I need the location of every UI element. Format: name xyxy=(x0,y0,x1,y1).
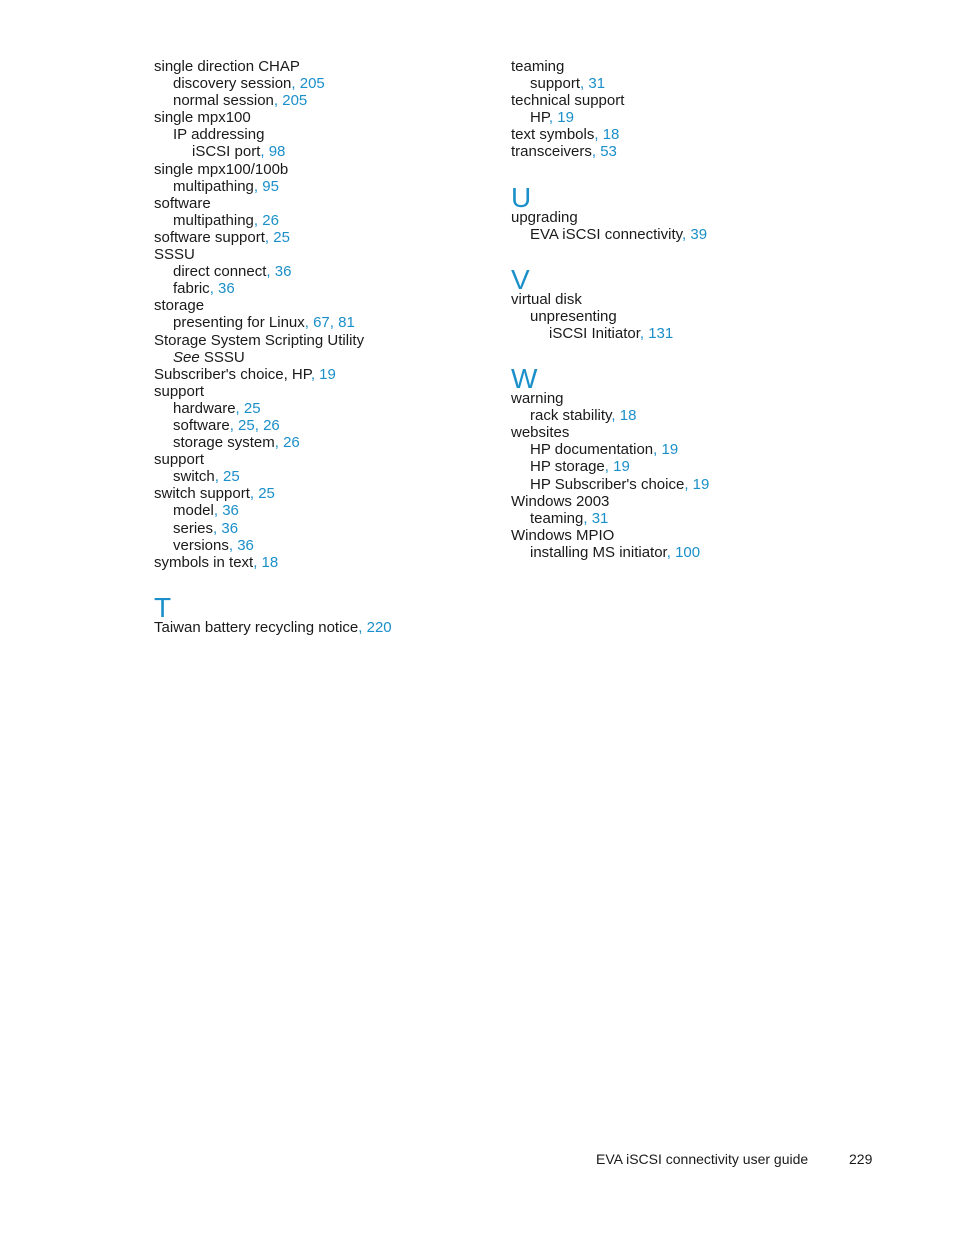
index-entry xyxy=(511,527,841,544)
index-term: Storage System Scripting Utility xyxy=(154,331,365,349)
index-term: switch xyxy=(173,468,215,486)
index-term: IP addressing xyxy=(173,126,265,144)
index-entry xyxy=(154,109,484,126)
page-reference-link[interactable]: 36 xyxy=(237,536,254,554)
index-section-letter: T xyxy=(154,591,172,623)
footer-title: EVA iSCSI connectivity user guide xyxy=(596,1151,809,1167)
index-term: teaming xyxy=(511,58,565,75)
page-reference-link[interactable]: 19 xyxy=(557,109,574,127)
index-section-letter: W xyxy=(511,363,538,395)
page-reference-link[interactable]: 25 xyxy=(258,485,275,503)
page-reference-link[interactable]: 31 xyxy=(591,509,609,527)
page-reference-link[interactable]: 36 xyxy=(222,502,239,520)
index-entry: text symbols, 18 xyxy=(511,126,620,144)
index-term: support xyxy=(154,451,205,469)
index-entry: discovery session, 205 xyxy=(173,75,325,93)
index-term: iSCSI port xyxy=(192,143,261,161)
index-entry xyxy=(154,297,484,314)
index-entry xyxy=(154,451,484,468)
index-entry: iSCSI Initiator, 131 xyxy=(549,324,674,342)
index-entry: multipathing, 26 xyxy=(173,211,279,229)
index-section-letter: U xyxy=(511,181,532,213)
page-reference-link[interactable]: 131 xyxy=(648,324,674,342)
index-entry: iSCSI port, 98 xyxy=(192,143,286,161)
index-term: HP documentation xyxy=(530,441,654,459)
index-entry xyxy=(511,291,841,308)
index-entry xyxy=(511,424,841,441)
page-reference-link[interactable]: 53 xyxy=(600,143,617,161)
index-entry: Subscriber's choice, HP, 19 xyxy=(154,365,336,383)
index-entry: HP Subscriber's choice, 19 xyxy=(530,475,710,493)
page-reference-link[interactable]: 19 xyxy=(692,475,710,493)
index-entry: switch, 25 xyxy=(173,468,240,486)
page-reference-link[interactable]: 31 xyxy=(588,75,606,93)
page-reference-link[interactable]: 205 xyxy=(282,92,308,110)
index-term: technical support xyxy=(511,92,625,110)
index-entry xyxy=(154,126,484,143)
index-term: symbols in text xyxy=(154,553,254,571)
index-term: single mpx100/100b xyxy=(154,160,289,178)
index-entry: model, 36 xyxy=(173,502,239,520)
index-entry xyxy=(154,58,484,75)
index-entry xyxy=(154,161,484,178)
index-term: model xyxy=(173,502,214,520)
index-term: warning xyxy=(511,390,564,408)
index-term: installing MS initiator xyxy=(530,543,667,561)
index-entry: support, 31 xyxy=(530,75,606,93)
index-entry xyxy=(154,195,484,212)
page-reference-link[interactable]: 18 xyxy=(261,553,279,571)
index-entry: multipathing, 95 xyxy=(173,177,279,195)
index-term: switch support xyxy=(154,485,250,503)
index-term: Subscriber's choice, HP xyxy=(154,365,311,383)
index-entry xyxy=(511,209,841,226)
page-reference-link[interactable]: 19 xyxy=(319,365,336,383)
index-term: software xyxy=(154,194,211,212)
index-term: hardware xyxy=(173,399,236,417)
index-entry: HP documentation, 19 xyxy=(530,441,679,459)
index-entry: fabric, 36 xyxy=(173,280,235,298)
page-reference-link[interactable]: 81 xyxy=(338,314,355,332)
page-reference-link[interactable]: 67 xyxy=(313,314,330,332)
page-reference-link[interactable]: 39 xyxy=(690,225,708,243)
index-entry xyxy=(154,332,484,349)
page-reference-link[interactable]: 100 xyxy=(675,543,701,561)
index-term: storage xyxy=(154,297,205,315)
index-entry: versions, 36 xyxy=(173,536,254,554)
page-reference-link[interactable]: 25 xyxy=(273,228,290,246)
index-term: websites xyxy=(511,424,570,442)
index-term: support xyxy=(154,382,205,400)
index-entry: transceivers, 53 xyxy=(511,143,617,161)
page-reference-link[interactable]: 95 xyxy=(262,177,279,195)
index-entry xyxy=(511,390,841,407)
page-reference-link[interactable]: 36 xyxy=(218,280,235,298)
index-entry xyxy=(154,349,484,366)
index-entry: series, 36 xyxy=(173,519,239,537)
index-term: rack stability xyxy=(530,407,612,425)
page-reference-link[interactable]: 25 xyxy=(223,468,240,486)
index-section-letter: V xyxy=(511,263,530,295)
page-reference-link[interactable]: 26 xyxy=(262,211,279,229)
index-entry: HP, 19 xyxy=(530,109,574,127)
index-entry: direct connect, 36 xyxy=(173,263,292,281)
index-term: Windows MPIO xyxy=(511,526,615,544)
index-entry xyxy=(511,58,841,75)
index-entry: software support, 25 xyxy=(154,228,290,246)
index-term: software support xyxy=(154,228,265,246)
index-term: versions xyxy=(173,536,229,554)
index-term: HP Subscriber's choice xyxy=(530,475,685,493)
index-term: Windows 2003 xyxy=(511,492,610,510)
index-term: software xyxy=(173,416,230,434)
index-entry: EVA iSCSI connectivity, 39 xyxy=(530,225,708,243)
index-entry: storage system, 26 xyxy=(173,434,300,452)
index-entry xyxy=(511,308,841,325)
index-term: virtual disk xyxy=(511,290,582,308)
index-entry: switch support, 25 xyxy=(154,485,275,503)
index-entry: rack stability, 18 xyxy=(530,407,637,425)
index-term: support xyxy=(530,75,581,93)
index-term: single mpx100 xyxy=(154,109,251,127)
page-reference-link[interactable]: 19 xyxy=(661,441,679,459)
index-entry: hardware, 25 xyxy=(173,399,261,417)
index-term: series xyxy=(173,519,214,537)
page-reference-link[interactable]: 36 xyxy=(274,263,292,281)
index-term: SSSU xyxy=(154,246,195,264)
index-entry: teaming, 31 xyxy=(530,509,609,527)
page-reference-link[interactable]: 26 xyxy=(283,434,300,452)
index-term: teaming xyxy=(530,509,584,527)
index-column-right xyxy=(511,58,841,561)
index-term: fabric xyxy=(173,280,210,298)
index-term: transceivers xyxy=(511,143,592,161)
index-entry: software, 25, 26 xyxy=(173,416,280,434)
index-term: unpresenting xyxy=(530,307,617,325)
page-reference-link[interactable]: 98 xyxy=(268,143,286,161)
index-entry: presenting for Linux, 67, 81 xyxy=(173,314,355,332)
index-entry xyxy=(154,246,484,263)
index-term: iSCSI Initiator xyxy=(549,324,640,342)
index-entry xyxy=(154,383,484,400)
page-reference-link[interactable]: 18 xyxy=(602,126,620,144)
index-term: EVA iSCSI connectivity xyxy=(530,225,683,243)
index-entry xyxy=(511,493,841,510)
index-term: HP xyxy=(530,109,549,127)
index-term: SSSU xyxy=(203,348,245,366)
index-entry: installing MS initiator, 100 xyxy=(530,543,701,561)
index-term: multipathing xyxy=(173,211,254,229)
index-entry: HP storage, 19 xyxy=(530,458,630,476)
index-term: storage system xyxy=(173,434,275,452)
index-term: normal session xyxy=(173,92,274,110)
index-entry: Taiwan battery recycling notice, 220 xyxy=(154,618,392,636)
page-reference-link[interactable]: 36 xyxy=(221,519,239,537)
footer-page-number: 229 xyxy=(849,1151,873,1167)
page-reference-link[interactable]: 220 xyxy=(366,618,392,636)
page-reference-link[interactable]: 18 xyxy=(619,407,637,425)
page-reference-link[interactable]: 19 xyxy=(613,458,630,476)
see-reference-label: See xyxy=(173,348,200,366)
index-term: presenting for Linux xyxy=(173,314,305,332)
index-term: HP storage xyxy=(530,458,605,476)
index-term: Taiwan battery recycling notice xyxy=(154,618,359,636)
index-term: upgrading xyxy=(511,208,578,226)
page-reference-link[interactable]: 25 xyxy=(243,399,261,417)
index-entry xyxy=(511,92,841,109)
page-reference-link[interactable]: 25 xyxy=(238,416,255,434)
index-term: single direction CHAP xyxy=(154,58,300,75)
index-term: text symbols xyxy=(511,126,595,144)
index-term: direct connect xyxy=(173,263,267,281)
index-entry: normal session, 205 xyxy=(173,92,308,110)
index-entry: symbols in text, 18 xyxy=(154,553,279,571)
index-term: multipathing xyxy=(173,177,254,195)
page-reference-link[interactable]: 205 xyxy=(299,75,325,93)
page-reference-link[interactable]: 26 xyxy=(263,416,280,434)
index-column-left xyxy=(154,58,484,636)
index-term: discovery session xyxy=(173,75,292,93)
